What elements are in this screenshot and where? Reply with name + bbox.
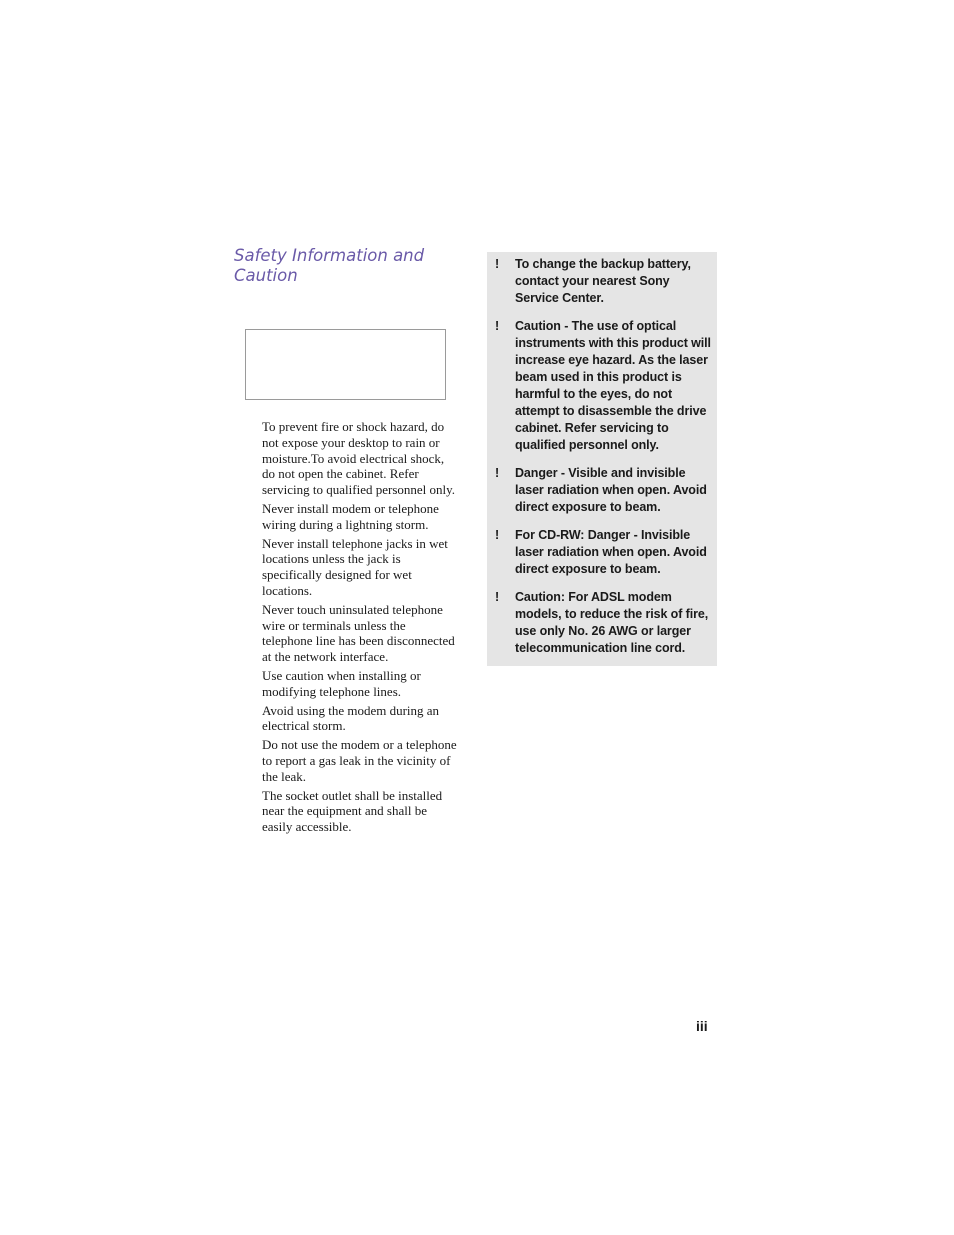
paragraph-socket-outlet: The socket outlet shall be installed near the equipment and shall be easily accessible. [262, 787, 443, 835]
caution-text: For CD-RW: Danger - Invisible laser radiation when open. Avoid direct exposure to beam. [515, 527, 707, 576]
paragraph-lightning: Never install modem or telephone wiring during a lightning storm. [262, 500, 439, 532]
caution-adsl-modem [495, 589, 711, 657]
caution-cd-rw [495, 527, 711, 578]
caution-text: To change the backup battery, contact your nearest Sony Service Center. [515, 257, 691, 306]
caution-laser-radiation [495, 465, 711, 516]
caution-optical-instruments [495, 318, 711, 455]
caution-text: Danger - Visible and invisible laser radiation when open. Avoid direct exposure to beam. [515, 466, 707, 515]
caution-panel [487, 252, 717, 666]
paragraph-fire-shock: To prevent fire or shock hazard, do not expose your desktop to rain or moisture.To avoid electrical shock, do not open the cabinet. Refer servicing to qualified personnel only. [262, 419, 456, 498]
caution-text: Caution: For ADSL modem models, to reduce the risk of fire, use only No. 26 AWG or larger telecommunication line cord. [515, 589, 709, 655]
exclamation-icon: ! [495, 257, 500, 271]
page-number: iii [696, 1018, 708, 1034]
image-placeholder-box [245, 329, 446, 400]
section-title: Safety Information and Caution [234, 246, 425, 285]
exclamation-icon: ! [495, 589, 500, 604]
paragraph-electrical-storm: Avoid using the modem during an electrical storm. [262, 702, 440, 734]
paragraph-installing-lines: Use caution when installing or modifying telephone lines. [262, 667, 421, 699]
paragraph-gas-leak: Do not use the modem or a telephone to report a gas leak in the vicinity of the leak. [262, 737, 457, 784]
exclamation-icon: ! [495, 527, 500, 542]
caution-backup-battery [495, 256, 711, 307]
safety-text-column [262, 419, 459, 838]
paragraph-wet-locations: Never install telephone jacks in wet locations unless the jack is specifically designed for wet locations. [262, 535, 448, 598]
paragraph-uninsulated-wire: Never touch uninsulated telephone wire or terminals unless the telephone line has been disconnected at the network interface. [262, 601, 455, 665]
exclamation-icon: ! [495, 466, 500, 481]
caution-text: Caution - The use of optical instruments with this product will increase eye hazard. As the laser beam used in this product is harmful to the eyes, do not attempt to disassemble the drive cabinet. Refer servicing to qualified personnel only. [515, 318, 711, 453]
exclamation-icon: ! [495, 318, 500, 333]
